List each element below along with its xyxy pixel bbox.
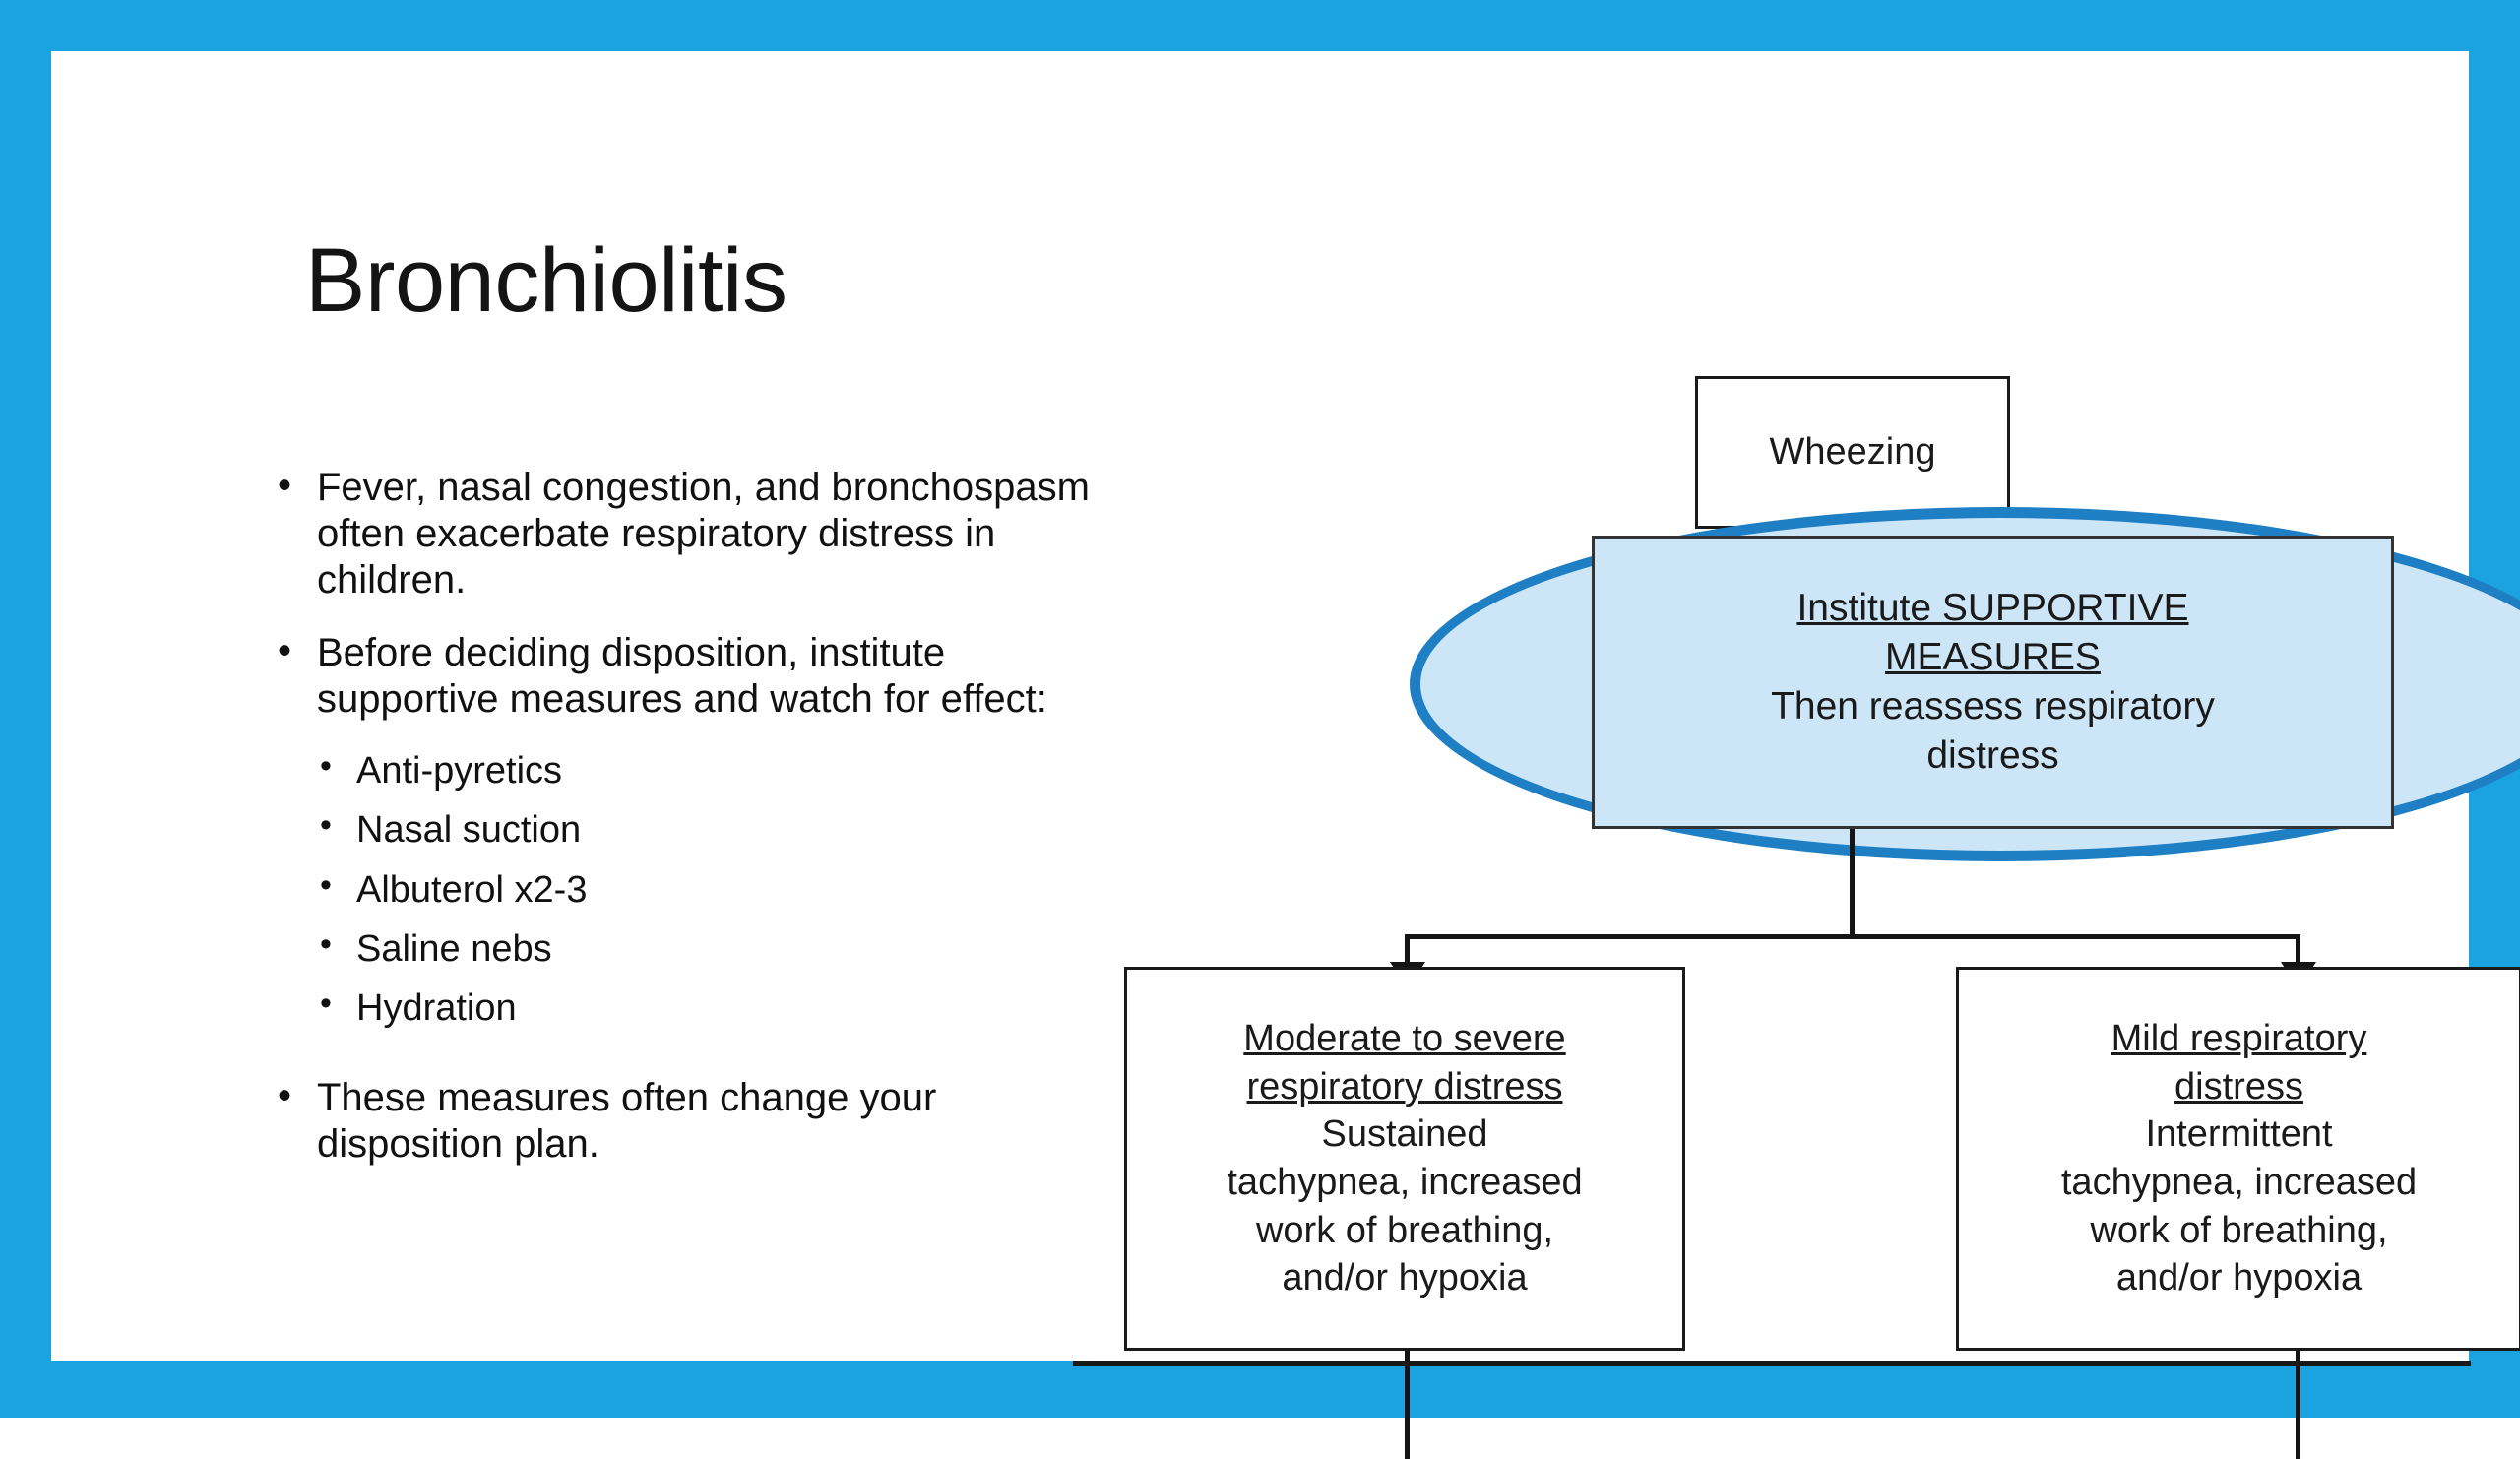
flowchart-node-mild <box>1956 967 2520 1351</box>
slide-content-area <box>51 51 2469 1361</box>
node-label: and/or hypoxia <box>1282 1257 1528 1300</box>
node-label: and/or hypoxia <box>2115 1257 2362 1300</box>
edge-mild-continues <box>2296 1351 2300 1459</box>
list-item: • Hydration <box>263 985 1129 1031</box>
flowchart-node-wheezing <box>1695 376 2010 529</box>
node-label: Moderate to severe <box>1243 1018 1566 1060</box>
node-label: tachypnea, increased <box>1227 1162 1583 1203</box>
list-item: • These measures often change your disposition plan. <box>263 1075 1129 1168</box>
list-item: • Albuterol x2-3 <box>263 867 1129 913</box>
node-label: Intermittent <box>2145 1113 2333 1156</box>
node-label: distress <box>1926 733 2059 777</box>
node-label: work of breathing, <box>2090 1209 2388 1251</box>
node-label: Institute SUPPORTIVE <box>1796 587 2189 630</box>
node-label: respiratory distress <box>1246 1065 1563 1108</box>
flowchart-node-supportive-measures <box>1592 536 2394 829</box>
sub-bullet-list <box>263 748 1129 1032</box>
list-item: • Anti-pyretics <box>263 748 1129 793</box>
node-label: Then reassess respiratory <box>1771 685 2215 728</box>
node-label: Wheezing <box>1769 431 1936 474</box>
list-item: • Before deciding disposition, institute supportive measures and watch for effect: <box>263 630 1129 723</box>
node-label: MEASURES <box>1885 636 2101 679</box>
flowchart-node-moderate-severe <box>1124 967 1685 1351</box>
flowchart <box>1124 317 2520 1459</box>
list-item: • Nasal suction <box>263 807 1129 853</box>
node-label: Mild respiratory <box>2110 1018 2367 1060</box>
edge-split-horizontal <box>1405 934 2300 939</box>
node-label: tachypnea, increased <box>2060 1162 2418 1203</box>
chart-bottom-divider <box>1073 1361 2471 1366</box>
list-item: • Fever, nasal congestion, and bronchospasm often exacerbate respiratory distress in children. <box>263 465 1129 604</box>
node-label: distress <box>2174 1065 2303 1108</box>
node-label: Sustained <box>1321 1113 1488 1156</box>
edge-supportive-stem <box>1850 829 1855 937</box>
edge-moderate-continues <box>1405 1351 1410 1459</box>
node-label: work of breathing, <box>1255 1209 1554 1251</box>
bullet-list <box>263 465 1129 1193</box>
list-item: • Saline nebs <box>263 926 1129 972</box>
page-title: Bronchiolitis <box>305 230 788 331</box>
